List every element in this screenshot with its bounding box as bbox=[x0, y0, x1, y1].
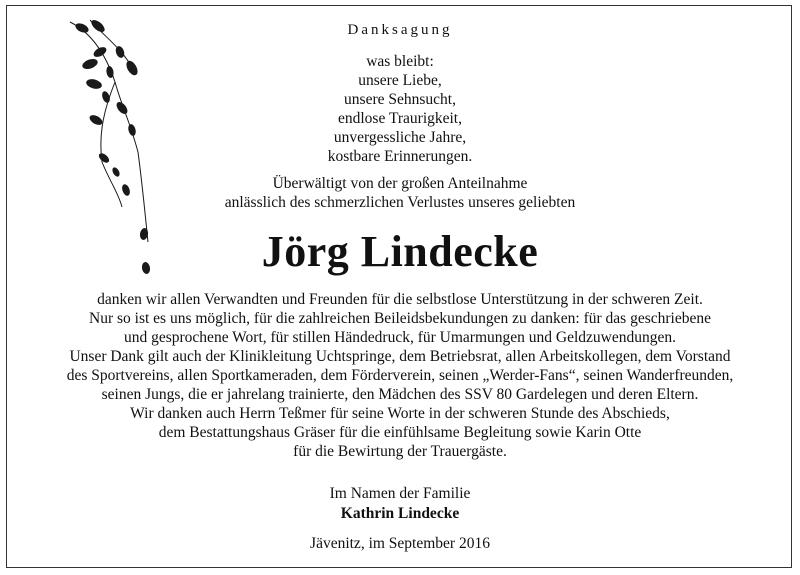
signoff-block bbox=[0, 484, 800, 524]
body-line: Unser Dank gilt auch der Klinikleitung Uchtspringe, dem Betriebsrat, allen Arbeitskollegen, dem Vorstand bbox=[69, 348, 731, 365]
signer-name: Kathrin Lindecke bbox=[340, 505, 460, 522]
body-line: seinen Jungs, die er jahrelang trainierte, den Mädchen des SSV 80 Gardelegen und deren Eltern. bbox=[101, 386, 699, 403]
deceased-name: Jörg Lindecke bbox=[261, 227, 539, 276]
signoff-line: Im Namen der Familie bbox=[329, 485, 471, 502]
notice-heading: Danksagung bbox=[347, 22, 453, 38]
poem-line: unsere Sehnsucht, bbox=[344, 91, 456, 108]
poem-line: unsere Liebe, bbox=[358, 72, 442, 89]
poem-verse bbox=[0, 52, 800, 166]
thanks-body bbox=[0, 290, 800, 461]
intro-text bbox=[0, 174, 800, 212]
poem-line: unvergessliche Jahre, bbox=[333, 129, 467, 146]
poem-line: kostbare Erinnerungen. bbox=[327, 148, 473, 165]
poem-line: endlose Traurigkeit, bbox=[338, 110, 462, 127]
body-line: für die Bewirtung der Trauergäste. bbox=[293, 443, 507, 460]
body-line: danken wir allen Verwandten und Freunden für die selbstlose Unterstützung in der schweren Zeit. bbox=[97, 291, 703, 308]
body-line: dem Bestattungshaus Gräser für die einfühlsame Begleitung sowie Karin Otte bbox=[158, 424, 642, 441]
poem-line: was bleibt: bbox=[366, 53, 434, 70]
body-line: Nur so ist es uns möglich, für die zahlreichen Beileidsbekundungen zu danken: für das geschriebene bbox=[89, 310, 711, 327]
intro-line: anlässlich des schmerzlichen Verlustes unseres geliebten bbox=[224, 194, 576, 211]
body-line: und gesprochene Wort, für stillen Händedruck, für Umarmungen und Geldzuwendungen. bbox=[123, 329, 676, 346]
body-line: des Sportvereins, allen Sportkameraden, dem Förderverein, seinen „Werder-Fans“, seinen Wanderfreunden, bbox=[66, 367, 734, 384]
place-date: Jävenitz, im September 2016 bbox=[310, 535, 490, 552]
intro-line: Überwältigt von der großen Anteilnahme bbox=[272, 175, 528, 192]
body-line: Wir danken auch Herrn Teßmer für seine Worte in der schweren Stunde des Abschieds, bbox=[130, 405, 670, 422]
